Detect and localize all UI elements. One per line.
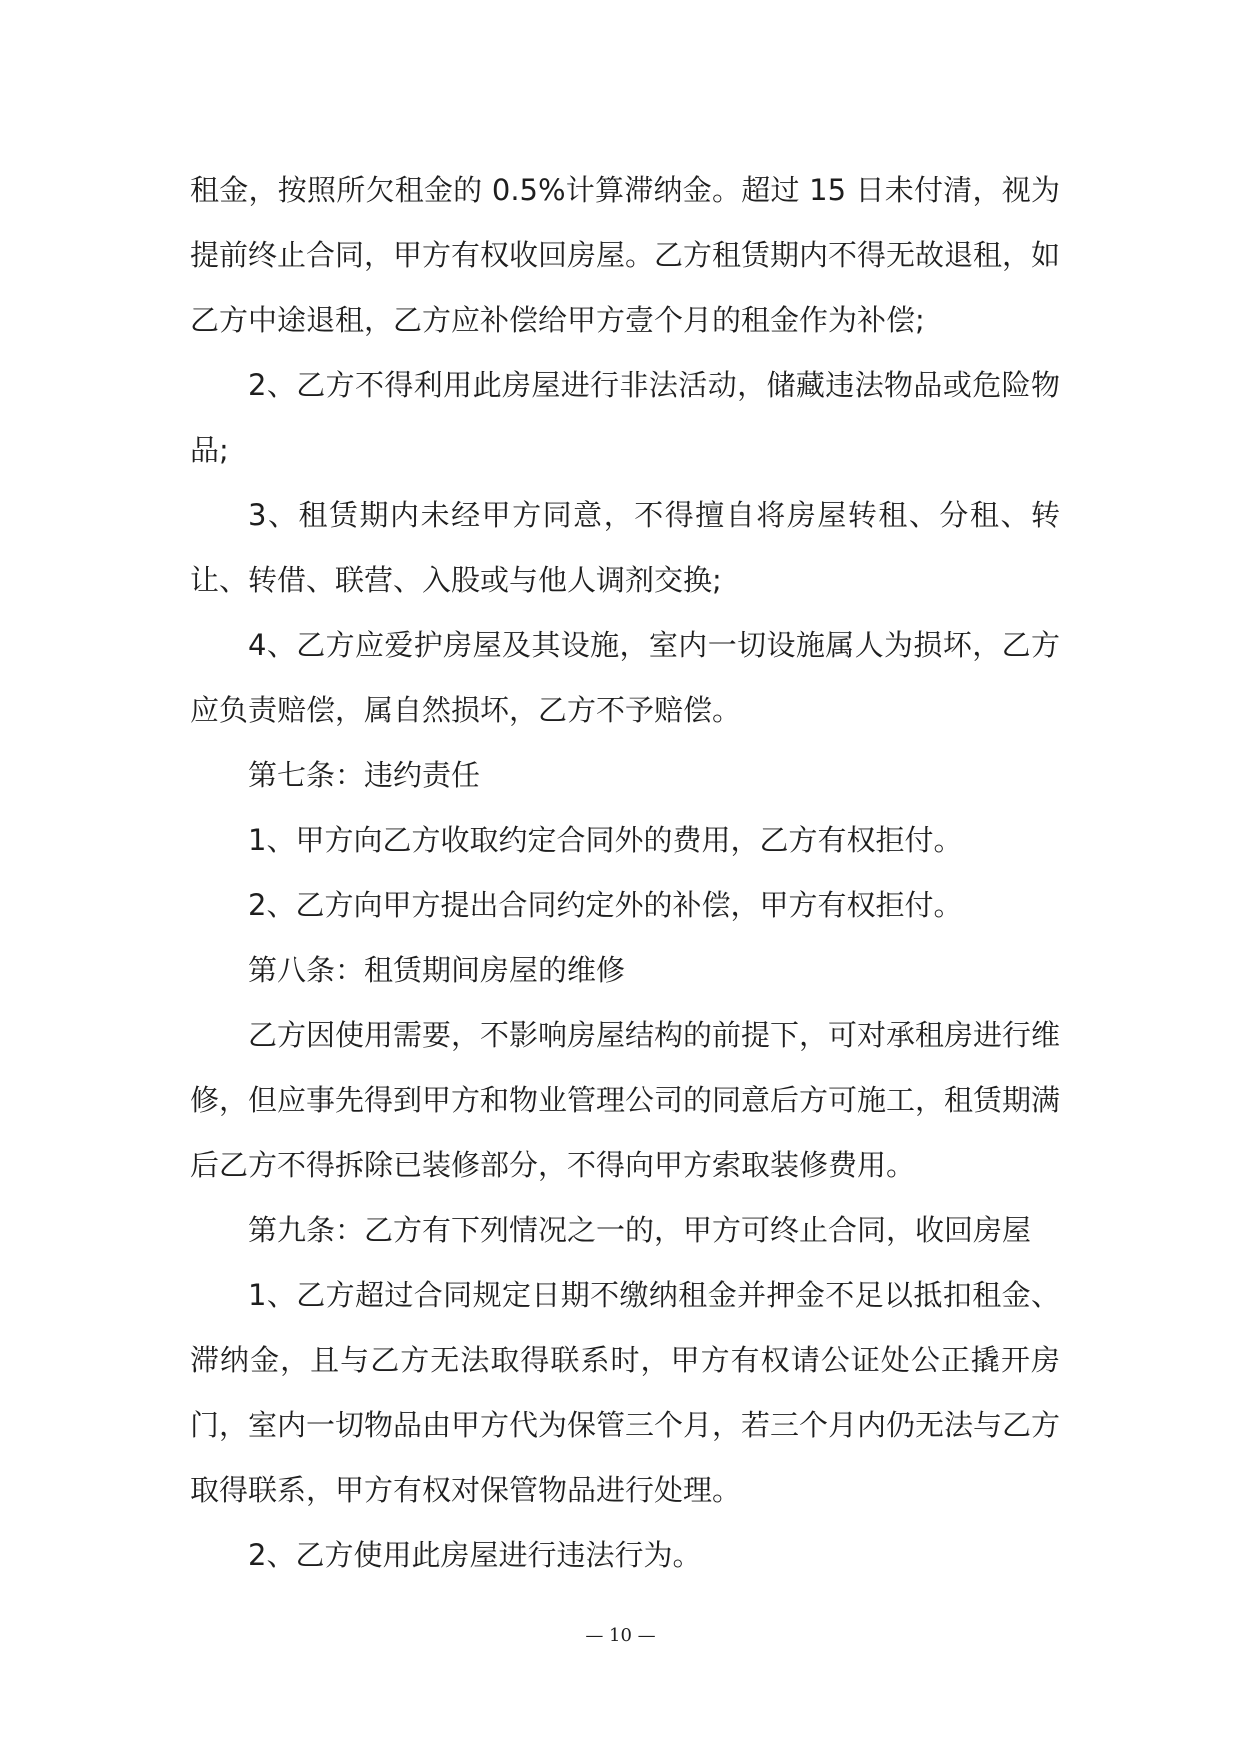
paragraph-repairs: 乙方因使用需要，不影响房屋结构的前提下，可对承租房进行维修，但应事先得到甲方和物业管理公司的同意后方可施工，租赁期满后乙方不得拆除已装修部分，不得向甲方索取装修费用。 bbox=[190, 1018, 1061, 1182]
paragraph-illegal-use: 2、乙方使用此房屋进行违法行为。 bbox=[248, 1538, 702, 1572]
paragraph-landlord-extra-fees: 1、甲方向乙方收取约定合同外的费用，乙方有权拒付。 bbox=[248, 823, 963, 857]
paragraph-rent-late-fee: 租金，按照所欠租金的 0.5%计算滞纳金。超过 15 日未付清，视为提前终止合同，甲方有权收回房屋。乙方租赁期内不得无故退租，如乙方中途退租，乙方应补偿给甲方壹个月的租金作为补偿; bbox=[190, 173, 1061, 337]
paragraph-no-sublease: 3、租赁期内未经甲方同意，不得擅自将房屋转租、分租、转让、转借、联营、入股或与他人调剂交换; bbox=[190, 498, 1060, 597]
heading-article-8: 第八条：租赁期间房屋的维修 bbox=[248, 953, 626, 987]
paragraph-damage-compensation: 4、乙方应爱护房屋及其设施，室内一切设施属人为损坏，乙方应负责赔偿，属自然损坏，乙方不予赔偿。 bbox=[190, 628, 1060, 727]
paragraph-tenant-extra-claims: 2、乙方向甲方提出合同约定外的补偿，甲方有权拒付。 bbox=[248, 888, 963, 922]
paragraph-no-illegal-activity: 2、乙方不得利用此房屋进行非法活动，储藏违法物品或危险物品; bbox=[190, 368, 1060, 467]
document-body bbox=[190, 158, 1060, 1588]
heading-article-9: 第九条：乙方有下列情况之一的，甲方可终止合同，收回房屋 bbox=[248, 1213, 1032, 1247]
page-number: — 10 — bbox=[585, 1625, 656, 1646]
paragraph-overdue-termination: 1、乙方超过合同规定日期不缴纳租金并押金不足以抵扣租金、滞纳金，且与乙方无法取得联系时，甲方有权请公证处公正撬开房门，室内一切物品由甲方代为保管三个月，若三个月内仍无法与乙方取得联系，甲方有权对保管物品进行处理。 bbox=[190, 1278, 1061, 1507]
heading-article-7: 第七条：违约责任 bbox=[248, 758, 481, 792]
